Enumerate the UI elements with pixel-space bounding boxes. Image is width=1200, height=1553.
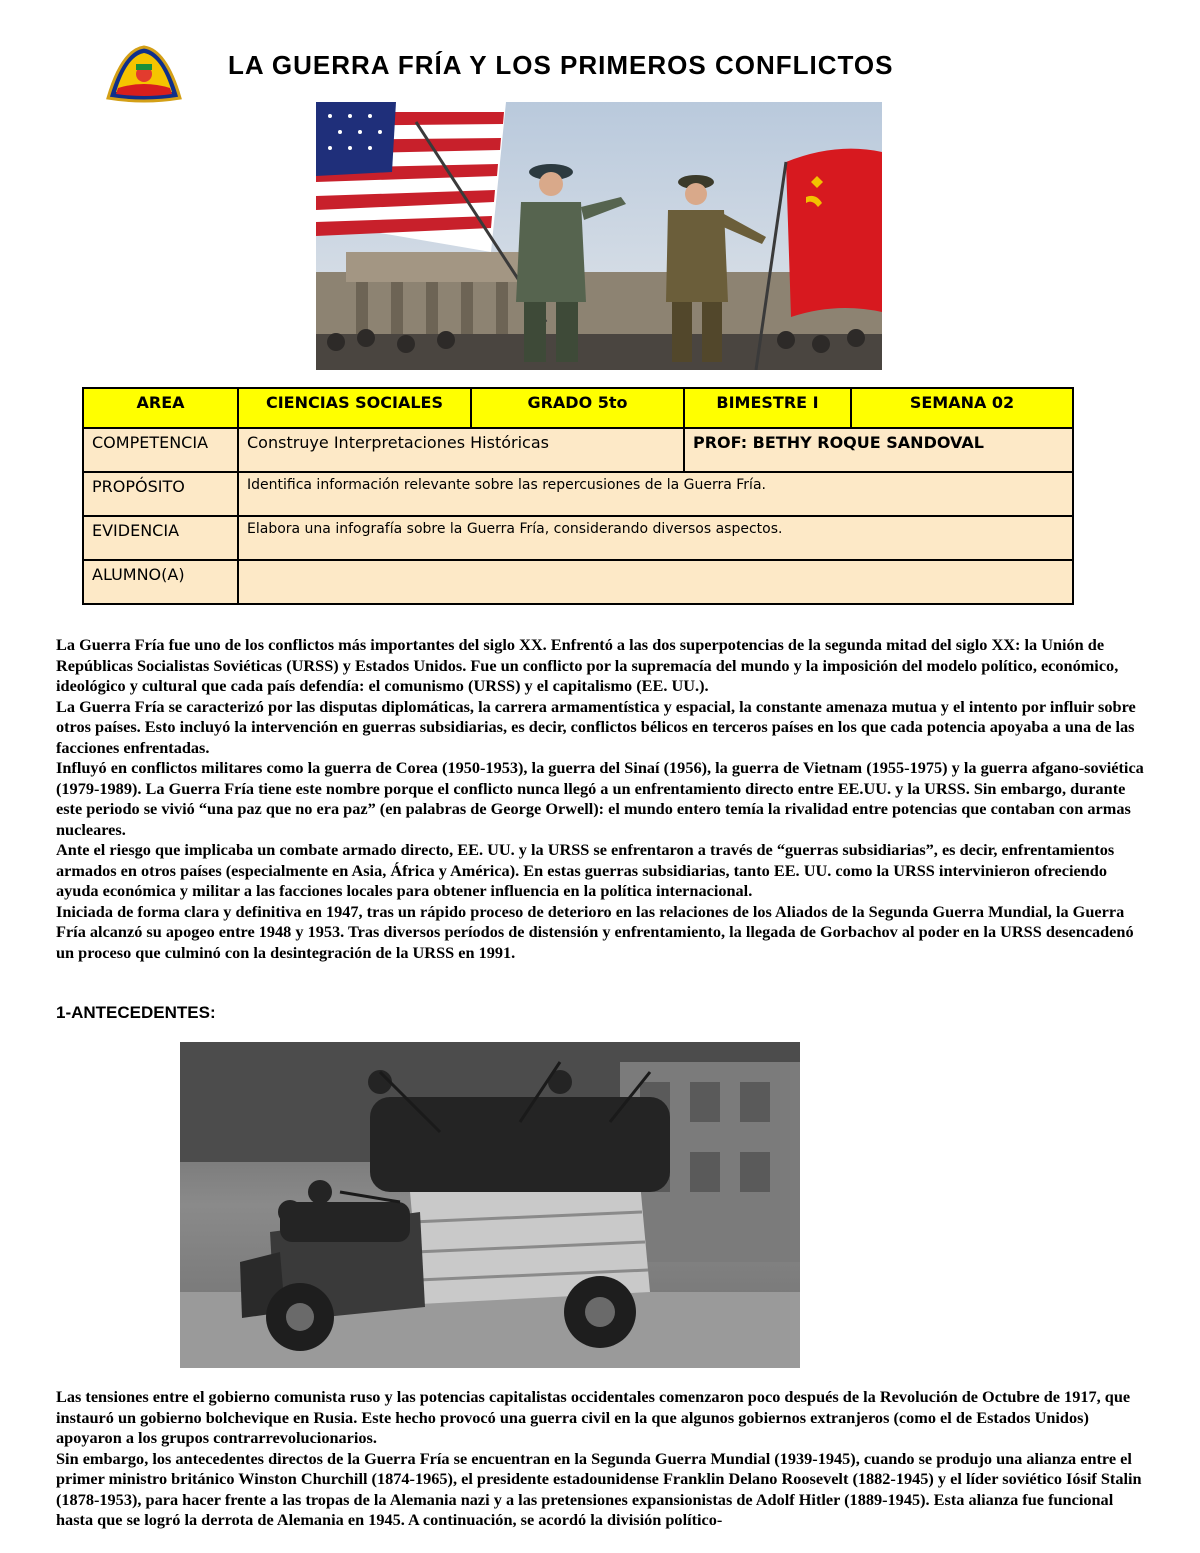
table-row [83, 560, 1073, 604]
teacher-name: PROF: BETHY ROQUE SANDOVAL [684, 428, 1073, 472]
evidencia-value: Elabora una infografía sobre la Guerra Fría, considerando diversos aspectos. [238, 516, 1073, 560]
intro-paragraph: Iniciada de forma clara y definitiva en 1947, tras un rápido proceso de deterioro en las relaciones de los Aliados de la Segunda Guerra Mundial, la Guerra Fría alcanzó su apogeo entre 1948 y 1953. Tras diversos períodos de distensión y enfrentamiento, la llegada de Gorbachov al poder en la URSS desencadenó un proceso que culminó con la desintegración de la URSS en 1991. [56, 901, 1134, 962]
intro-paragraph: La Guerra Fría fue uno de los conflictos más importantes del siglo XX. Enfrentó a las dos superpotencias de la segunda mitad del siglo XX: la Unión de Repúblicas Socialistas Soviéticas (URSS) y Estados Unidos. Fue un conflicto por la supremacía del mundo y la imposición del modelo político, económico, ideológico y cultural que cada país defendía: el comunismo (URSS) y el capitalismo (EE. UU.). [56, 635, 1119, 695]
revolution-truck-photo [180, 1042, 800, 1368]
page-title: LA GUERRA FRÍA Y LOS PRIMEROS CONFLICTOS [228, 50, 894, 80]
area-header: AREA [83, 388, 238, 428]
intro-paragraph: Ante el riesgo que implicaba un combate armado directo, EE. UU. y la URSS se enfrentaron a través de “guerras subsidiarias”, es decir, enfrentamientos armados en otros países (especialmente en Asia, África y América). En estas guerras subsidiarias, tanto EE. UU. como la URSS intervinieron ofreciendo ayuda económica y militar a las facciones locales para obtener influencia en la política internacional. [56, 840, 1115, 900]
competencia-label: COMPETENCIA [83, 428, 238, 472]
antecedentes-paragraph: Las tensiones entre el gobierno comunista ruso y las potencias capitalistas occidentales comenzaron poco después de la Revolución de Octubre de 1917, que instauró un gobierno bolchevique en Rusia. Este hecho provocó una guerra civil en la que algunos gobiernos extranjeros (como el de Estados Unidos) apoyaron a los grupos contrarrevolucionarios. [56, 1387, 1131, 1447]
intro-text [56, 635, 1146, 963]
table-row [83, 428, 1073, 472]
week-header: SEMANA 02 [851, 388, 1073, 428]
alumno-field[interactable] [238, 560, 1073, 604]
antecedentes-paragraph: Sin embargo, los antecedentes directos de la Guerra Fría se encuentran en la Segunda Guerra Mundial (1939-1945), cuando se produjo una alianza entre el primer ministro británico Winston Churchill (1874-1965), el presidente estadounidense Franklin Delano Roosevelt (1882-1945) y el líder soviético Iósif Stalin (1878-1953), para hacer frente a las tropas de la Alemania nazi y a las pretensiones expansionistas de Adolf Hitler (1889-1945). Esta alianza fue funcional hasta que se logró la derrota de Alemania en 1945. A continuación, se acordó la división político- [56, 1448, 1142, 1529]
evidencia-label: EVIDENCIA [83, 516, 238, 560]
table-row [83, 516, 1073, 560]
section-heading-antecedentes: 1-ANTECEDENTES: [56, 1003, 216, 1022]
table-header-row [83, 388, 1073, 428]
grade-header: GRADO 5to [471, 388, 684, 428]
table-row [83, 472, 1073, 516]
alumno-label: ALUMNO(A) [83, 560, 238, 604]
cold-war-flags-photo [316, 102, 882, 370]
term-header: BIMESTRE I [684, 388, 851, 428]
proposito-label: PROPÓSITO [83, 472, 238, 516]
school-logo-icon [104, 44, 184, 104]
subject-header: CIENCIAS SOCIALES [238, 388, 471, 428]
proposito-value: Identifica información relevante sobre las repercusiones de la Guerra Fría. [238, 472, 1073, 516]
intro-paragraph: La Guerra Fría se caracterizó por las disputas diplomáticas, la carrera armamentística y espacial, la constante amenaza mutua y el intento por influir sobre otros países. Esto incluyó la intervención en guerras subsidiarias, es decir, conflictos bélicos en terceros países en los que cada potencia apoyaba a una de las facciones enfrentadas. [56, 696, 1136, 757]
course-info-table [82, 387, 1074, 605]
intro-paragraph: Influyó en conflictos militares como la guerra de Corea (1950-1953), la guerra del Sinaí (1956), la guerra de Vietnam (1955-1975) y la guerra afgano-soviética (1979-1989). La Guerra Fría tiene este nombre porque el conflicto nunca llegó a un enfrentamiento directo entre EE.UU. y la URSS. Sin embargo, durante este periodo se vivió “una paz que no era paz” (en palabras de George Orwell): el mundo entero temía la rivalidad entre potencias que contaban con armas nucleares. [56, 758, 1144, 839]
antecedentes-text [56, 1387, 1146, 1531]
competencia-value: Construye Interpretaciones Históricas [238, 428, 684, 472]
